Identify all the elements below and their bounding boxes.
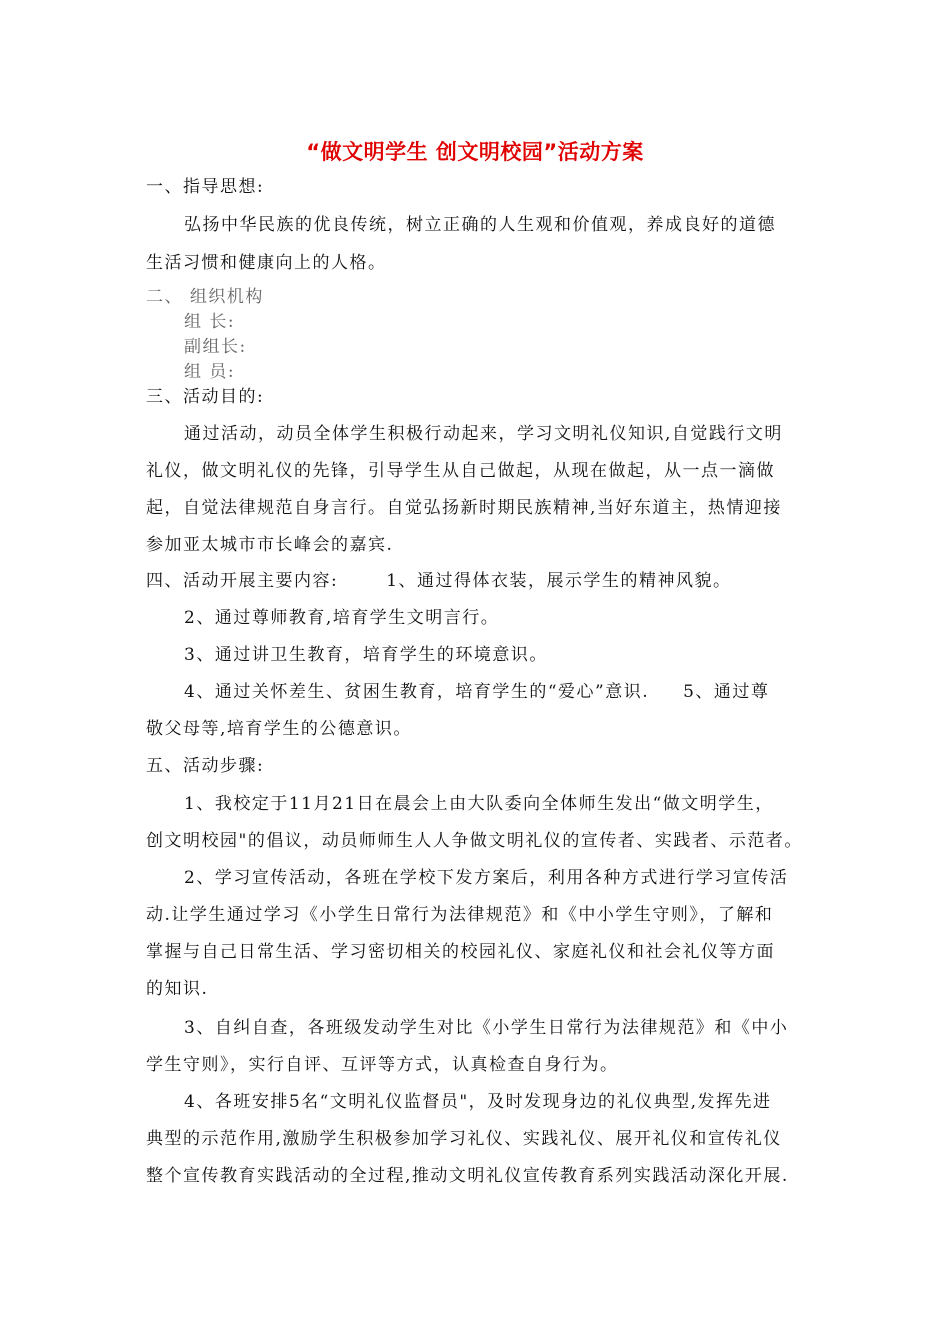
step-line: 1、我校定于11月21日在晨会上由大队委向全体师生发出“做文明学生， [184,794,774,814]
section4-item: 3、通过讲卫生教育，培育学生的环境意识。 [184,645,548,665]
role-member: 组 员: [184,362,236,382]
role-deputy-leader: 副组长: [184,337,247,357]
section1-line: 生活习惯和健康向上的人格。 [146,253,387,273]
section2-heading: 二、 组织机构 [146,287,264,307]
step-line: 创文明校园"的倡议，动员师师生人人争做文明礼仪的宣传者、实践者、示范者。 [146,831,803,851]
step-line: 2、学习宣传活动，各班在学校下发方案后，利用各种方式进行学习宣传活 [184,868,789,888]
section4-item: 敬父母等,培育学生的公德意识。 [146,719,412,739]
step-line: 整个宣传教育实践活动的全过程,推动文明礼仪宣传教育系列实践活动深化开展. [146,1166,789,1186]
section3-line: 参加亚太城市市长峰会的嘉宾. [146,535,394,555]
section5-heading: 五、活动步骤: [146,756,265,776]
step-line: 动.让学生通过学习《小学生日常行为法律规范》和《中小学生守则》，了解和 [146,905,774,925]
section4-heading-line [146,570,732,592]
section1-heading: 一、指导思想: [146,177,265,197]
section4-item: 1、通过得体衣装，展示学生的精神风貌。 [386,571,732,591]
section4-item: 5、通过尊 [683,682,770,702]
step-line: 学生守则》，实行自评、互评等方式，认真检查自身行为。 [146,1055,619,1075]
document-title: “做文明学生 创文明校园”活动方案 [306,140,644,164]
section4-item-line [184,681,769,703]
section1-line: 弘扬中华民族的优良传统，树立正确的人生观和价值观，养成良好的道德 [184,215,776,235]
step-line: 的知识. [146,979,209,999]
step-line: 典型的示范作用,激励学生积极参加学习礼仪、实践礼仪、展开礼仪和宣传礼仪 [146,1129,782,1149]
step-line: 3、自纠自查，各班级发动学生对比《小学生日常行为法律规范》和《中小 [184,1018,789,1038]
step-line: 4、各班安排5名“文明礼仪监督员"，及时发现身边的礼仪典型,发挥先进 [184,1092,772,1112]
section4-item: 4、通过关怀差生、贫困生教育，培育学生的“爱心”意识. [184,682,650,702]
section3-line: 起，自觉法律规范自身言行。自觉弘扬新时期民族精神,当好东道主，热情迎接 [146,498,782,518]
section3-line: 通过活动，动员全体学生积极行动起来，学习文明礼仪知识,自觉践行文明 [184,424,783,444]
section4-item: 2、通过尊师教育,培育学生文明言行。 [184,608,500,628]
section4-heading: 四、活动开展主要内容: [146,571,339,591]
section3-heading: 三、活动目的: [146,387,265,407]
step-line: 掌握与自己日常生活、学习密切相关的校园礼仪、家庭礼仪和社会礼仪等方面 [146,942,775,962]
section3-line: 礼仪，做文明礼仪的先锋，引导学生从自己做起，从现在做起，从一点一滴做 [146,461,775,481]
role-leader: 组 长: [184,312,236,332]
